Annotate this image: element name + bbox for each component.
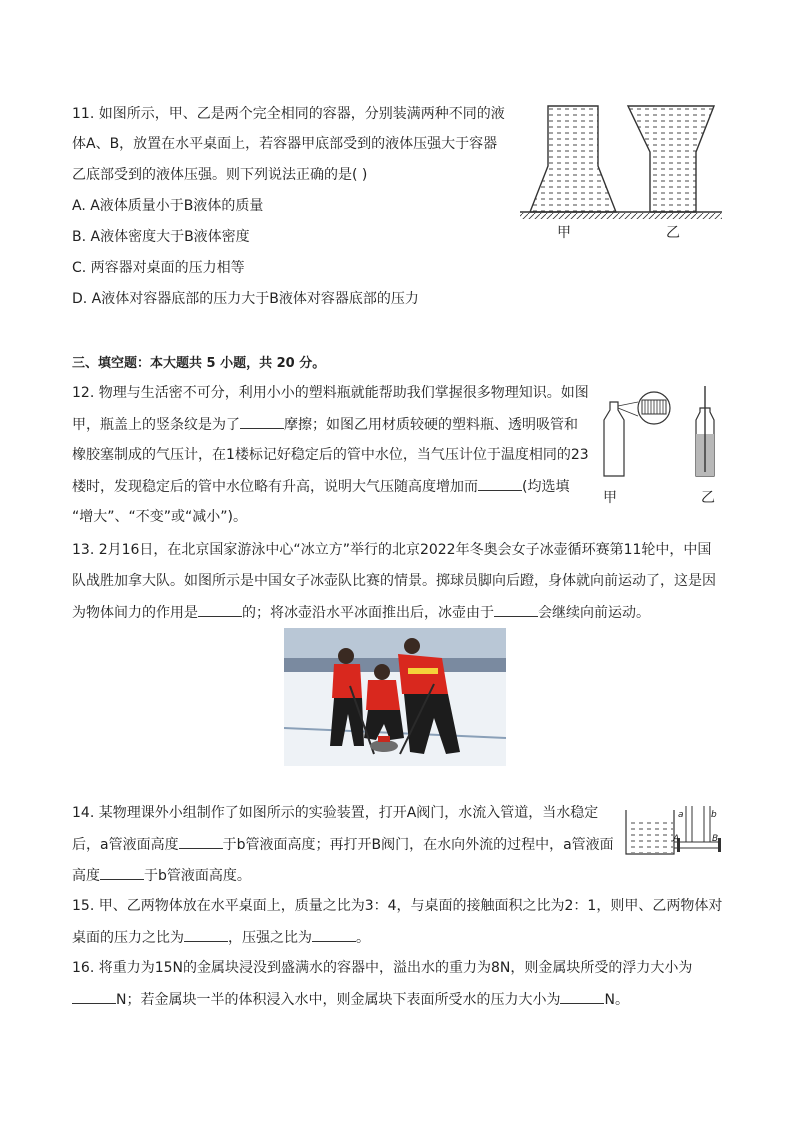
q16-line-2 <box>72 989 629 1010</box>
zoom-line-top <box>618 402 638 406</box>
q16-line-1: 16. 将重力为15N的金属块浸没到盛满水的容器中，溢出水的重力为8N，则金属块所受的浮力大小为 <box>72 960 693 976</box>
q15-line-2 <box>72 927 370 948</box>
q12-blank-2[interactable] <box>478 476 522 491</box>
curling-photo <box>284 628 506 766</box>
q11-label-jia: 甲 <box>557 225 571 241</box>
q12-bottles-figure <box>594 384 724 484</box>
q13-line-1: 13. 2月16日，在北京国家游泳中心“冰立方”举行的北京2022年冬奥会女子冰壶循环赛第11轮中，中国 <box>72 542 712 558</box>
q12-line-4 <box>72 476 569 497</box>
q13-line-3-b: 的；将冰壶沿水平冰面推出后，冰壶由于 <box>242 605 494 621</box>
q15-line-2-c: 。 <box>356 930 370 946</box>
tube-a <box>686 806 692 842</box>
q11-line-1: 11. 如图所示，甲、乙是两个完全相同的容器，分别装满两种不同的液 <box>72 106 505 122</box>
q12-line-2-a: 甲，瓶盖上的竖条纹是为了 <box>72 417 240 433</box>
q11-line-3: 乙底部受到的液体压强。则下列说法正确的是( ) <box>72 167 368 183</box>
q15-blank-2[interactable] <box>312 927 356 942</box>
q14-label-a: a <box>678 810 684 820</box>
q14-label-B: B <box>712 834 719 844</box>
q14-blank-2[interactable] <box>100 865 144 880</box>
q14-label-b: b <box>711 810 717 820</box>
q12-label-jia: 甲 <box>603 490 617 506</box>
q15-blank-1[interactable] <box>184 927 228 942</box>
q14-line-3-b: 于b管液面高度。 <box>144 868 251 884</box>
q14-line-2 <box>72 834 614 855</box>
q13-blank-1[interactable] <box>198 602 242 617</box>
q12-label-yi: 乙 <box>701 490 715 506</box>
q15-line-2-a: 桌面的压力之比为 <box>72 930 184 946</box>
q11-label-yi: 乙 <box>666 225 680 241</box>
q12-line-5: “增大”、“不变”或“减小”)。 <box>72 509 247 525</box>
q14-line-3-a: 高度 <box>72 868 100 884</box>
q15-line-2-b: ，压强之比为 <box>228 930 312 946</box>
q11-option-d: D. A液体对容器底部的压力大于B液体对容器底部的压力 <box>72 291 419 307</box>
container-jia <box>530 106 616 212</box>
q16-line-2-b: N。 <box>604 992 629 1008</box>
q12-line-4-b: (均选填 <box>522 479 570 495</box>
table-hatch <box>520 213 722 219</box>
cap-stripes <box>645 400 663 414</box>
container-yi <box>628 106 714 212</box>
q12-line-3: 橡胶塞制成的气压计，在1楼标记好稳定后的管中水位，当气压计位于温度相同的23 <box>72 447 589 463</box>
q11-line-2: 体A、B，放置在水平桌面上，若容器甲底部受到的液体压强大于容器 <box>72 136 498 152</box>
q16-line-2-a: N；若金属块一半的体积浸入水中，则金属块下表面所受水的压力大小为 <box>116 992 561 1008</box>
valve-b[interactable] <box>718 838 721 852</box>
q16-blank-2[interactable] <box>560 989 604 1004</box>
q13-blank-2[interactable] <box>494 602 538 617</box>
q12-line-1: 12. 物理与生活密不可分，利用小小的塑料瓶就能帮助我们掌握很多物理知识。如图 <box>72 385 589 401</box>
bottle-jia <box>604 402 624 476</box>
q13-line-3 <box>72 602 650 623</box>
q16-blank-1[interactable] <box>72 989 116 1004</box>
q13-line-3-a: 为物体间力的作用是 <box>72 605 198 621</box>
q14-line-2-a: 后，a管液面高度 <box>72 837 179 853</box>
q14-line-2-b: 于b管液面高度；再打开B阀门，在水向外流的过程中，a管液面 <box>222 837 614 853</box>
q12-line-4-a: 楼时，发现稳定后的管中水位略有升高，说明大气压随高度增加而 <box>72 479 478 495</box>
q12-line-2 <box>72 414 578 435</box>
q11-option-b: B. A液体密度大于B液体密度 <box>72 229 250 245</box>
q13-line-2: 队战胜加拿大队。如图所示是中国女子冰壶队比赛的情景。掷球员脚向后蹬，身体就向前运动了，这是因 <box>72 573 716 589</box>
q11-option-a: A. A液体质量小于B液体的质量 <box>72 198 264 214</box>
section-3-heading: 三、填空题：本大题共 5 小题，共 20 分。 <box>72 356 326 371</box>
q14-label-A: A <box>673 834 680 844</box>
q15-line-1: 15. 甲、乙两物体放在水平桌面上，质量之比为3：4，与桌面的接触面积之比为2：1，则甲、乙两物体对 <box>72 898 723 914</box>
q14-line-3 <box>72 865 251 886</box>
q12-blank-1[interactable] <box>240 414 284 429</box>
q11-containers-figure <box>516 100 726 240</box>
tube-b <box>704 806 710 842</box>
q14-blank-1[interactable] <box>179 834 223 849</box>
q11-option-c: C. 两容器对桌面的压力相等 <box>72 260 245 276</box>
q13-line-3-c: 会继续向前运动。 <box>538 605 650 621</box>
tank-water <box>627 820 673 853</box>
q12-line-2-b: 摩擦；如图乙用材质较硬的塑料瓶、透明吸管和 <box>284 417 578 433</box>
q14-line-1: 14. 某物理课外小组制作了如图所示的实验装置，打开A阀门，水流入管道，当水稳定 <box>72 805 599 821</box>
